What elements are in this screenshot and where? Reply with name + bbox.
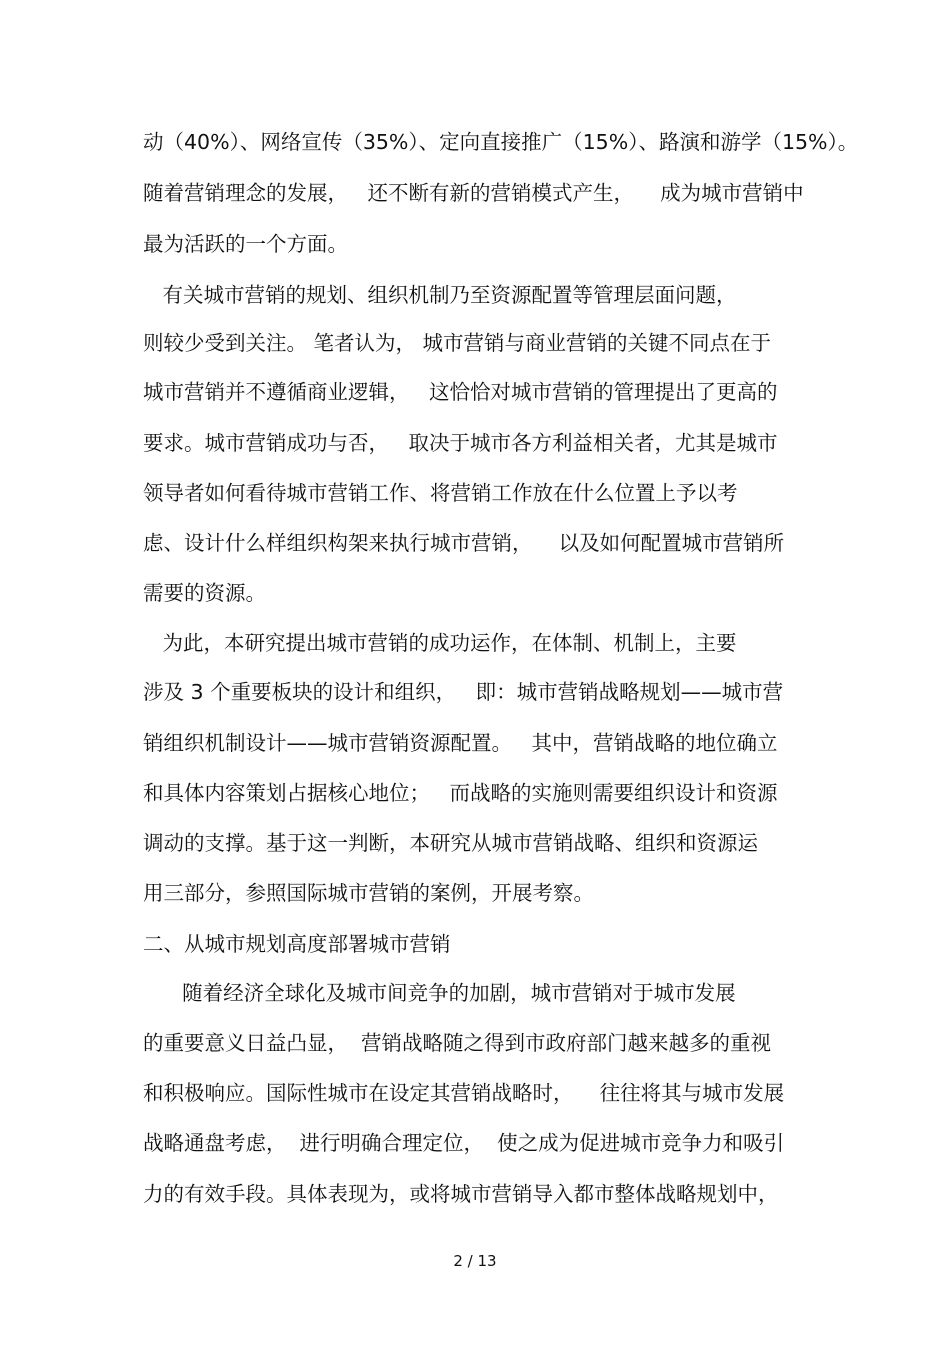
text-line: 随着营销理念的发展， 还不断有新的营销模式产生， 成为城市营销中: [143, 181, 804, 205]
text-line: 调动的支撑。基于这一判断，本研究从城市营销战略、组织和资源运: [143, 831, 758, 855]
text-line: 力的有效手段。具体表现为，或将城市营销导入都市整体战略规划中，: [143, 1182, 779, 1206]
section-heading: 二、从城市规划高度部署城市营销: [143, 932, 451, 956]
text-line: 和具体内容策划占据核心地位； 而战略的实施则需要组织设计和资源: [143, 781, 778, 805]
text-line: 销组织机制设计——城市营销资源配置。 其中，营销战略的地位确立: [143, 731, 778, 755]
text-line: 战略通盘考虑， 进行明确合理定位， 使之成为促进城市竞争力和吸引: [143, 1131, 785, 1155]
paragraph-start-line: 为此，本研究提出城市营销的成功运作，在体制、机制上，主要: [143, 631, 737, 655]
text-line: 用三部分，参照国际城市营销的案例，开展考察。: [143, 881, 594, 905]
paragraph-start-line: 有关城市营销的规划、组织机制乃至资源配置等管理层面问题，: [143, 283, 737, 307]
text-line: 和积极响应。国际性城市在设定其营销战略时， 往往将其与城市发展: [143, 1081, 785, 1105]
text-line: 最为活跃的一个方面。: [143, 232, 348, 256]
text-line: 要求。城市营销成功与否， 取决于城市各方利益相关者，尤其是城市: [143, 431, 778, 455]
text-line: 城市营销并不遵循商业逻辑， 这恰恰对城市营销的管理提出了更高的: [143, 380, 778, 404]
text-line: 虑、设计什么样组织构架来执行城市营销， 以及如何配置城市营销所: [143, 531, 785, 555]
text-line: 领导者如何看待城市营销工作、将营销工作放在什么位置上予以考: [143, 481, 738, 505]
text-line: 则较少受到关注。 笔者认为， 城市营销与商业营销的关键不同点在于: [143, 331, 772, 355]
text-line: 涉及 3 个重要板块的设计和组织， 即：城市营销战略规划——城市营: [143, 680, 784, 704]
page-number: 2 / 13: [453, 1252, 497, 1270]
text-line: 的重要意义日益凸显， 营销战略随之得到市政府部门越来越多的重视: [143, 1031, 772, 1055]
text-line: 需要的资源。: [143, 581, 266, 605]
paragraph-start-line: 随着经济全球化及城市间竞争的加剧，城市营销对于城市发展: [143, 981, 736, 1005]
text-line: 动（40%）、网络宣传（35%）、定向直接推广（15%）、路演和游学（15%）。: [143, 130, 859, 154]
